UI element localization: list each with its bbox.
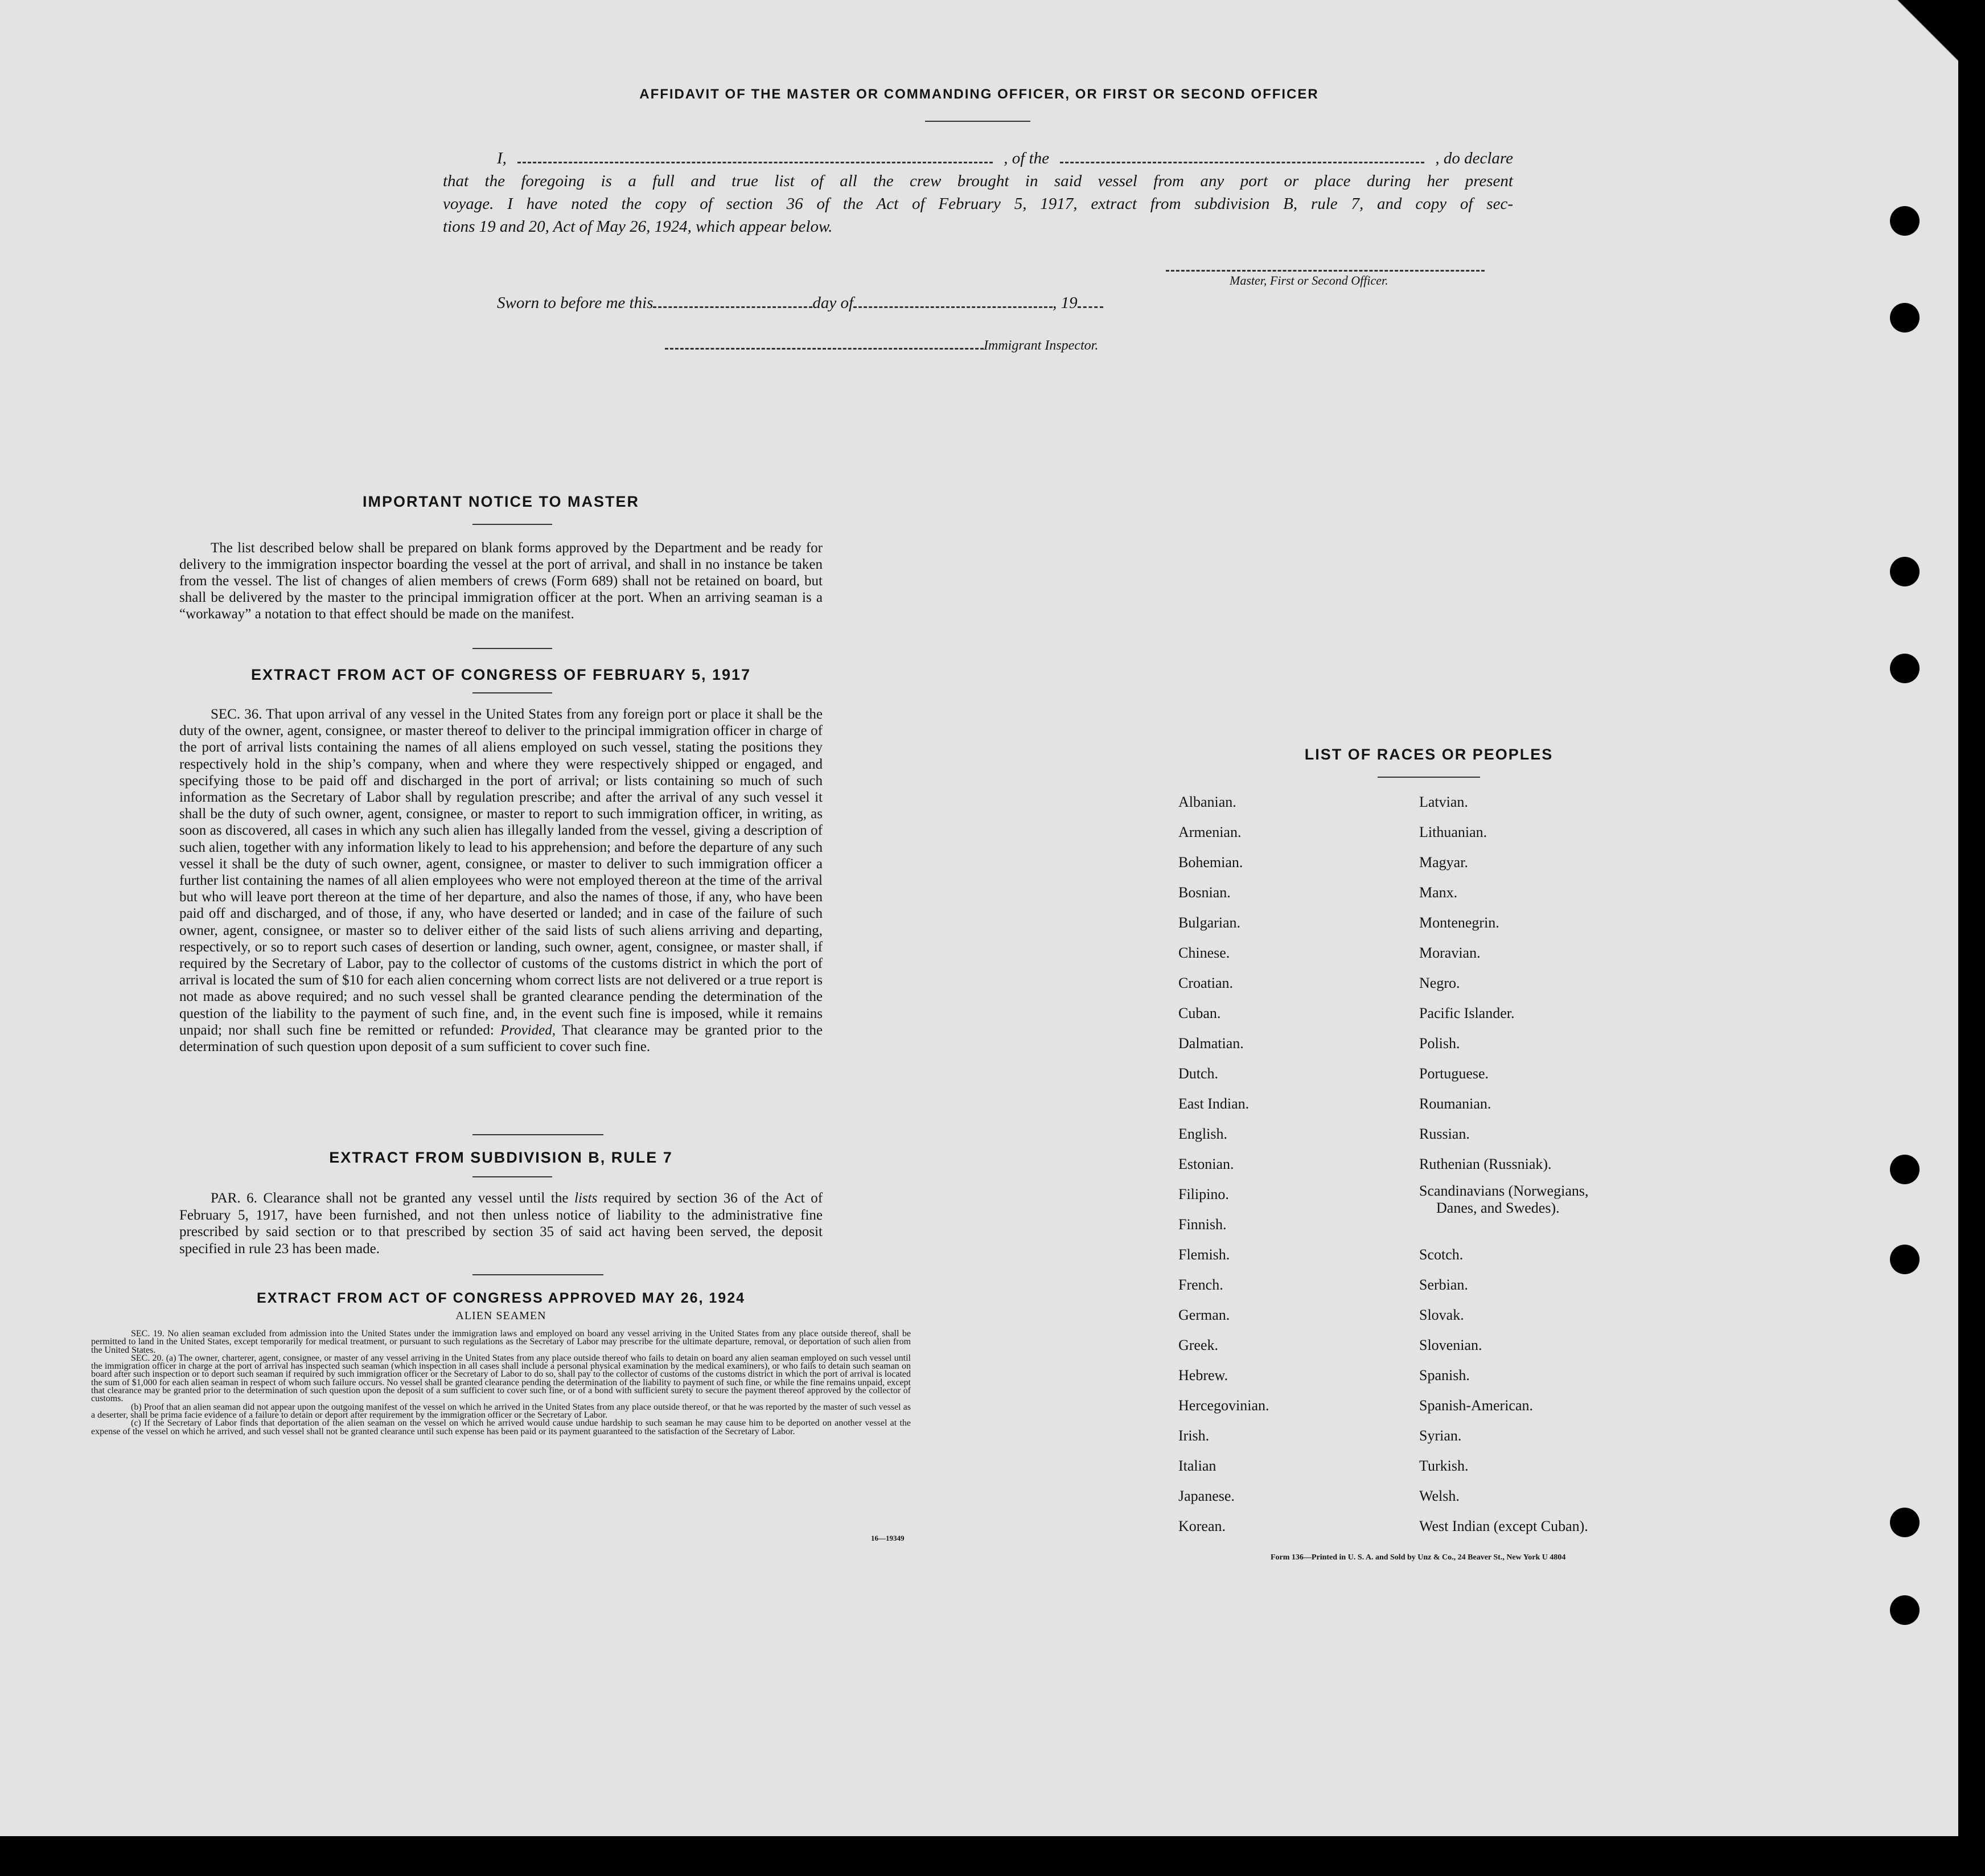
affidavit-i: I,	[497, 149, 507, 167]
race-item: Bohemian.	[1178, 854, 1243, 871]
race-item: Welsh.	[1419, 1488, 1460, 1504]
divider	[472, 1274, 603, 1275]
act-1924-subtitle: ALIEN SEAMEN	[455, 1309, 546, 1322]
notice-body: The list described below shall be prepared on blank forms approved by the Department and be ready for delivery to the immigration inspector boarding the vessel at the port of arrival, and shall in no instance be taken from the vessel. The list of changes of alien members of crews (Form 689) shall not be retained on board, but shall be delivered by the master to the principal immigration officer at the port. When an arriving seaman is a “workaway” a notation to that effect should be made on the manifest.	[179, 540, 823, 622]
race-item: Filipino.	[1178, 1186, 1229, 1202]
race-item: East Indian.	[1178, 1095, 1250, 1112]
race-item: Ruthenian (Russniak).	[1419, 1156, 1552, 1172]
race-item: German.	[1178, 1307, 1230, 1323]
punch-hole	[1890, 1508, 1920, 1537]
race-item: Hebrew.	[1178, 1367, 1228, 1384]
race-item-line: Danes, and Swedes).	[1436, 1200, 1560, 1216]
races-title: LIST OF RACES OR PEOPLES	[1304, 746, 1554, 763]
affidavit-line-4: tions 19 and 20, Act of May 26, 1924, which appear below.	[443, 217, 833, 236]
races-column-1	[1178, 787, 1269, 1541]
divider	[1378, 777, 1480, 778]
race-item: Turkish.	[1419, 1458, 1469, 1474]
race-item: Estonian.	[1178, 1156, 1234, 1172]
race-item: Albanian.	[1178, 794, 1236, 810]
race-item: Polish.	[1419, 1035, 1460, 1052]
sec-20a: SEC. 20. (a) The owner, charterer, agent, consignee, or master of any vessel arriving in the United States from any place outside thereof who fails to detain on board any alien seaman employed on such vessel until the immigration officer in charge at the port of arrival has inspected such seaman (which inspection in all cases shall include a personal physical examination by the medical examiners), or who fails to detain such seaman on board after such inspection or to deport such seaman if required by such immigration officer or the Secretary of Labor to do so, shall pay to the collector of customs of the customs district in which the port of arrival is located the sum of $1,000 for each alien seaman in respect of whom such failure occurs. No vessel shall be granted clearance pending the determination of the liability to payment of such fine, or while the fine remains unpaid, except that clearance may be granted prior to the determination of such question upon the deposit of a sum sufficient to cover such fine, or of a bond with sufficient surety to secure the payment thereof approved by the collector of customs.	[91, 1353, 911, 1404]
divider	[472, 524, 552, 525]
race-item: Dalmatian.	[1178, 1035, 1244, 1052]
race-item: Roumanian.	[1419, 1095, 1491, 1112]
race-item: Lithuanian.	[1419, 824, 1487, 840]
race-item: English.	[1178, 1126, 1227, 1142]
divider	[472, 648, 552, 649]
punch-hole	[1890, 557, 1920, 586]
affidavit-do-declare: , do declare	[1435, 149, 1513, 167]
race-item: Bulgarian.	[1178, 914, 1241, 931]
sworn-year-field[interactable]	[1078, 306, 1103, 308]
vessel-field[interactable]	[1060, 162, 1424, 163]
print-code: 16—19349	[871, 1534, 905, 1542]
rule7-text-b: required by section 36 of the Act of February 5, 1917, have been furnished, and not then unless notice of liability to the administrative fine prescribed by said section or to that prescribed by section 35 of said act having been served, the deposit specified in rule 23 has been made.	[179, 1191, 823, 1257]
race-item: Moravian.	[1419, 945, 1481, 961]
race-item: Finnish.	[1178, 1216, 1227, 1233]
race-item: Hercegovinian.	[1178, 1397, 1269, 1414]
master-caption: Master, First or Second Officer.	[1230, 273, 1388, 288]
race-item: Croatian.	[1178, 975, 1234, 991]
race-item: Manx.	[1419, 884, 1458, 901]
divider	[925, 121, 1030, 122]
race-item: Magyar.	[1419, 854, 1468, 871]
name-field[interactable]	[517, 162, 993, 163]
race-item: Spanish-American.	[1419, 1397, 1534, 1414]
torn-corner	[1896, 0, 1958, 63]
race-item: Dutch.	[1178, 1065, 1219, 1082]
race-item: Greek.	[1178, 1337, 1219, 1353]
race-item: Russian.	[1419, 1126, 1470, 1142]
inspector-line	[665, 338, 1098, 354]
race-item: Italian	[1178, 1458, 1217, 1474]
section-label: SEC. 36.	[211, 707, 262, 722]
act-1924-title: EXTRACT FROM ACT OF CONGRESS APPROVED MAY 26, 1924	[256, 1290, 746, 1306]
sec-20b: (b) Proof that an alien seaman did not appear upon the outgoing manifest of the vessel on which he arrived in the United States from any place outside thereof, or that he was reported by the master of such vessel as a deserter, shall be prima facie evidence of a failure to detain or deport after requirement by the immigration officer or the Secretary of Labor.	[91, 1402, 911, 1420]
race-item: Bosnian.	[1178, 884, 1231, 901]
sworn-text: Sworn to before me this	[497, 294, 654, 312]
race-item: Montenegrin.	[1419, 914, 1499, 931]
race-item: Cuban.	[1178, 1005, 1221, 1021]
race-item: Syrian.	[1419, 1427, 1462, 1444]
rule7-text-a: Clearance shall not be granted any vessel until the	[263, 1191, 569, 1206]
race-item: Pacific Islander.	[1419, 1005, 1515, 1021]
race-item: Irish.	[1178, 1427, 1210, 1444]
year-text: , 19	[1053, 294, 1078, 312]
inspector-signature-field[interactable]	[665, 348, 984, 350]
race-item: Flemish.	[1178, 1246, 1230, 1263]
divider	[472, 1176, 552, 1177]
race-item-line: Scandinavians (Norwegians,	[1419, 1183, 1589, 1199]
punch-hole	[1890, 303, 1920, 332]
punch-hole	[1890, 1595, 1920, 1625]
affidavit-of-the: , of the	[1004, 149, 1050, 167]
race-item: Portuguese.	[1419, 1065, 1489, 1082]
race-item: French.	[1178, 1276, 1223, 1293]
day-of-text: day of	[812, 294, 854, 312]
affidavit-line-3: voyage. I have noted the copy of section 36 of the Act of February 5, 1917, extract from subdivision B, rule 7, and copy of sec-	[443, 195, 1513, 213]
race-item: Japanese.	[1178, 1488, 1235, 1504]
affidavit-line-2: that the foregoing is a full and true list of all the crew brought in said vessel from any port or place during her present	[443, 172, 1513, 190]
race-item: Negro.	[1419, 975, 1460, 991]
race-item: Spanish.	[1419, 1367, 1470, 1384]
race-item: West Indian (except Cuban).	[1419, 1518, 1588, 1534]
race-item: Slovenian.	[1419, 1337, 1482, 1353]
extract-1917-body	[179, 706, 823, 1055]
sworn-month-field[interactable]	[853, 306, 1053, 308]
proviso-label: Provided,	[500, 1022, 556, 1038]
affidavit-title: AFFIDAVIT OF THE MASTER OR COMMANDING OFFICER, OR FIRST OR SECOND OFFICER	[639, 87, 1319, 102]
punch-hole	[1890, 1155, 1920, 1184]
master-signature-field[interactable]	[1166, 270, 1485, 272]
race-item: Armenian.	[1178, 824, 1242, 840]
rule7-lists: lists	[574, 1191, 598, 1206]
race-item: Slovak.	[1419, 1307, 1464, 1323]
sworn-day-field[interactable]	[653, 306, 812, 308]
section-text: That upon arrival of any vessel in the United States from any foreign port or place it shall be the duty of the owner, agent, consignee, or master thereof to deliver to the principal immigration officer in charge of the port of arrival lists containing the names of all aliens employed on such vessel, stating the positions they respectively hold in the ship’s company, when and where they were respectively shipped or engaged, and specifying those to be paid off and discharged in the port of arrival; or lists containing so much of such information as the Secretary of Labor shall by regulation prescribe; and after the arrival of any such vessel it shall be the duty of such owner, agent, consignee, or master to report to such immigration officer, in writing, as soon as discovered, all cases in which any such alien has illegally landed from the vessel, giving a description of such alien, together with any information likely to lead to his apprehension; and before the departure of any such vessel it shall be the duty of such owner, agent, consignee, or master to deliver to such immigration officer a further list containing the names of all alien employees who were not employed thereon at the time of the arrival but who will leave port thereon at the time of her departure, and also the names of those, if any, who have been paid off and discharged, and of those, if any, who have deserted or landed; and in case of the failure of such owner, agent, consignee, or master so to deliver either of the said lists of such aliens arriving and departing, respectively, or so to report such cases of desertion or landing, such owner, agent, consignee, or master shall, if required by the Secretary of Labor, pay to the collector of customs of the customs district in which the port of arrival is located the sum of $10 for each alien concerning whom correct lists are not delivered or a true report is not made as above required; and no such vessel shall be granted clearance pending the determination of the question of the liability to the payment of such fine, and, in the event such fine is imposed, while it remains unpaid; nor shall such fine be remitted or refunded:	[179, 707, 823, 1038]
punch-hole	[1890, 1245, 1920, 1274]
divider	[472, 1134, 603, 1135]
sec-19: SEC. 19. No alien seaman excluded from admission into the United States under the immigration laws and employed on board any vessel arriving in the United States from any place outside thereof, shall be permitted to land in the United States, except temporarily for medical treatment, or pursuant to such regulations as the Secretary of Labor may prescribe for the ultimate departure, removal, or deportation of such alien from the United States.	[91, 1329, 911, 1355]
punch-hole	[1890, 654, 1920, 683]
race-item-multiline	[1419, 1179, 1588, 1239]
race-item: Korean.	[1178, 1518, 1226, 1534]
race-item: Chinese.	[1178, 945, 1230, 961]
notice-title: IMPORTANT NOTICE TO MASTER	[363, 493, 639, 510]
sworn-line	[497, 294, 1103, 313]
race-item: Latvian.	[1419, 794, 1468, 810]
punch-hole	[1890, 206, 1920, 236]
act-1924-body	[91, 1330, 911, 1436]
form-footer: Form 136—Printed in U. S. A. and Sold by Unz & Co., 24 Beaver St., New York U 4804	[1271, 1553, 1566, 1562]
sec-20c: (c) If the Secretary of Labor finds that deportation of the alien seaman on the vessel on which he arrived would cause undue hardship to such seaman he may cause him to be deported on another vessel at the expense of the vessel on which he arrived, and such vessel shall not be granted clearance until such expense has been paid or its payment guaranteed to the satisfaction of the Secretary of Labor.	[91, 1418, 911, 1436]
extract-1917-title: EXTRACT FROM ACT OF CONGRESS OF FEBRUARY 5, 1917	[250, 666, 751, 683]
inspector-caption: Immigrant Inspector.	[984, 338, 1099, 353]
races-column-2	[1419, 787, 1588, 1541]
rule7-body	[179, 1190, 823, 1257]
par-label: PAR. 6.	[211, 1191, 257, 1206]
proviso-text: That clearance may be granted prior to the determination of such question upon deposit of a sum sufficient to cover such fine.	[179, 1022, 823, 1055]
race-item: Serbian.	[1419, 1276, 1468, 1293]
rule7-title: EXTRACT FROM SUBDIVISION B, RULE 7	[329, 1149, 673, 1166]
race-item: Scotch.	[1419, 1246, 1464, 1263]
divider	[472, 692, 552, 693]
affidavit-declaration	[443, 147, 1513, 238]
